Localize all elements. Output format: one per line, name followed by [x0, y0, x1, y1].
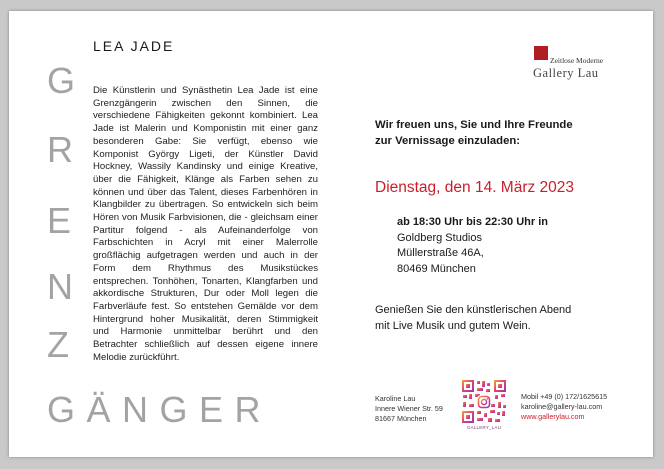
invitation-line-1: Wir freuen uns, Sie und Ihre Freunde: [375, 119, 573, 131]
vertical-letter-n: N: [47, 266, 73, 307]
event-date: Dienstag, den 14. März 2023: [375, 179, 575, 196]
enjoy-text: [375, 303, 571, 334]
vertical-letter-z: Z: [47, 324, 69, 365]
artist-name: LEA JADE: [93, 38, 175, 54]
contact-details: [521, 392, 607, 423]
event-time: ab 18:30 Uhr bis 22:30 Uhr in: [397, 216, 548, 228]
venue-name: Goldberg Studios: [397, 231, 482, 244]
bottom-word: GÄNGER: [47, 389, 273, 430]
qr-label: GALLERY_LAU: [466, 425, 502, 430]
enjoy-line-2: mit Live Musik und gutem Wein.: [375, 319, 531, 332]
contact-street: Innere Wiener Str. 59: [375, 404, 443, 414]
gallery-logo-square: [534, 46, 548, 60]
contact-city: 81667 München: [375, 414, 427, 424]
logo-gallery-name: Gallery Lau: [533, 66, 599, 80]
mobile-number: Mobil +49 (0) 172/1625615: [521, 392, 608, 401]
venue-street: Müllerstraße 46A,: [397, 247, 484, 259]
invitation-card: [9, 11, 653, 457]
contact-address: [375, 394, 443, 425]
vertical-letter-e: E: [47, 200, 72, 241]
logo-tagline: Zeitlose Moderne: [550, 56, 604, 65]
email-address[interactable]: karoline@gallery-lau.com: [521, 402, 603, 412]
qr-code-icon: [461, 379, 507, 424]
event-time-venue: [397, 215, 548, 277]
invitation-line-2: zur Vernissage einzuladen:: [375, 134, 521, 147]
venue-city: 80469 München: [397, 262, 476, 275]
vertical-letter-r: R: [47, 129, 73, 170]
website-link[interactable]: www.gallerylau.com: [521, 412, 585, 422]
vertical-letter-g: G: [47, 60, 76, 101]
invitation-text: [375, 118, 573, 149]
contact-name: Karoline Lau: [375, 394, 416, 403]
artist-biography: Die Künstlerin und Synästhetin Lea Jade ist eine Grenzgängerin zwischen den Sinnen, die verschiedene Fähigkeiten gekonnt kombiniert. Lea Jade ist Malerin und Komponistin mit einer ganz besonderen Gabe: Sie verfügt, ebenso wie Komponist György Ligeti, der Künstler David Hockney, Wassily Kandinsky und einige Kreative, über die Fähigkeit, Klänge als Farben sehen zu können und über das Talent, dieses Farbenhören in Klangbilder zu übertragen. So entwickeln sich beim Hören von Musik Farbvisionen, die - gleichsam einer Partitur folgend - als Aufeinanderfolge von Farbschichten in Acryl mit einer Malerrolle großflächig aufgetragen werden und auch in der Form dem Rhythmus des Musikstückes entsprechen. Tonhöhen, Tonarten, Klangfarben und akkordische Strukturen, Dur oder Moll legen die Farbverläufe fest. So entstehen Gemälde vor dem Hintergrund hoher Musikalität, deren Stimmigkeit und Harmonie unmittelbar berührt und den Betrachter schließlich auf dessen eigene innere Melodie zurückführt.: [93, 85, 318, 363]
enjoy-line-1: Genießen Sie den künstlerischen Abend: [375, 304, 572, 316]
